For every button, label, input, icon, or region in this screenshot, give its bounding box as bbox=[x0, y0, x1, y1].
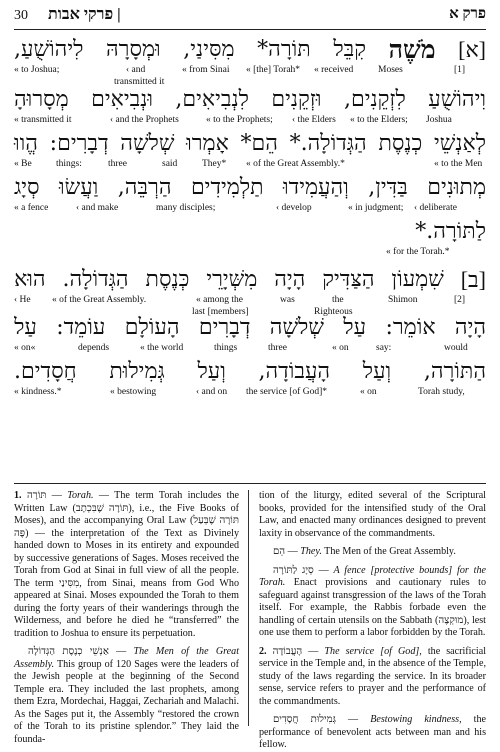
gloss-word: was bbox=[280, 295, 295, 305]
text-line bbox=[14, 314, 486, 358]
gloss-word: « on bbox=[360, 387, 377, 397]
hebrew-word: לַתּוֹרָה.* bbox=[415, 219, 486, 244]
hebrew-word: דְבָרִים: bbox=[49, 131, 109, 156]
book-title: | פרקי אבות bbox=[48, 6, 121, 23]
note-paragraph: הֵם — They. The Men of the Great Assembly. bbox=[273, 546, 456, 557]
note-term: They. bbox=[300, 546, 322, 557]
note-hebrew: הָעֲבוֹדָה bbox=[272, 645, 303, 657]
gloss-word: [1] bbox=[454, 65, 466, 75]
note-text: the performance of benevolent acts between man and his fellow. bbox=[259, 714, 486, 750]
gloss-word: ‹ develop bbox=[276, 203, 312, 213]
text-line bbox=[14, 358, 486, 402]
hebrew-word: הָעֲבוֹדָה, bbox=[258, 359, 331, 384]
note-text: The Men of the Great Assembly. bbox=[321, 546, 456, 557]
gloss-word: « Be bbox=[14, 159, 32, 169]
gloss-word: They* bbox=[202, 159, 227, 169]
page-number: 30 bbox=[14, 8, 28, 23]
gloss-word: Shimon bbox=[388, 295, 418, 305]
hebrew-word: הַגְּדוֹלָה. bbox=[62, 267, 129, 292]
gloss-word: « to the Elders; bbox=[350, 115, 408, 125]
hebrew-word: שְׁלשָׁה bbox=[269, 315, 324, 340]
hebrew-word: וְעַל bbox=[197, 359, 226, 384]
hebrew-word: הָיָה bbox=[454, 315, 486, 340]
gloss-word: « to the Prophets; bbox=[206, 115, 273, 125]
note-hebrew: גְּמִילוּת חֲסָדִים bbox=[273, 714, 336, 725]
hebrew-word: וּנְבִיאִים bbox=[91, 87, 153, 112]
note-paragraph: 1. תּוֹרָה — Torah. — The term Torah includes the Written Law (תּוֹרָה שֶׁבִּכְתָב), i.e., the Five Books of Moses), and the accompanying Oral Law (תּוֹרָה שֶׁבְּעַל פֶּה) — the interpretation of the Text as Divinely handed down to Moses in its entirety and expounded by successive generations of Sages. Moses received the Torah from God at Sinai in full view of all the people. The term מִסִּינַי, from Sinai, means from God Who appeared at Sinai. Moses expounded the Torah to them during the forty years of their wanderings through the Wilderness, and before he died he “transferred” the tradition to Joshua to ensure its perpetuation. bbox=[14, 490, 239, 639]
gloss-word: « the world bbox=[140, 343, 184, 353]
hebrew-word: לִיהוֹשֻׁעַ, bbox=[14, 37, 84, 62]
hebrew-line bbox=[14, 36, 486, 64]
gloss-word: ‹ and make bbox=[76, 203, 119, 213]
chapter-label: פרק א bbox=[449, 6, 486, 22]
hebrew-word: לְאַנְשֵׁי bbox=[434, 131, 486, 156]
hebrew-word: הֱווּ bbox=[14, 131, 38, 156]
note-term: A fence [protective bounds] for the Torah. bbox=[259, 564, 486, 588]
gloss-word: transmitted it bbox=[114, 77, 165, 87]
gloss-word: ‹ He bbox=[14, 295, 31, 305]
note-number: 2. bbox=[259, 645, 267, 657]
hebrew-line bbox=[14, 130, 486, 158]
hebrew-word: מֹשֶׁה bbox=[388, 35, 436, 64]
gloss-word: « among the bbox=[196, 295, 243, 305]
hebrew-word: הֵם* bbox=[240, 131, 278, 156]
hebrew-word: הַתּוֹרָה, bbox=[423, 359, 486, 384]
gloss-word: Torah study, bbox=[418, 387, 465, 397]
hebrew-word: אָמְרוּ bbox=[186, 131, 229, 156]
gloss-word: « of the Great Assembly. bbox=[52, 295, 147, 305]
hebrew-word: עַל bbox=[343, 315, 367, 340]
note-paragraph bbox=[259, 490, 486, 540]
hebrew-word: וְהַעֲמִידוּ bbox=[283, 175, 349, 200]
hebrew-word: הָעוֹלָם bbox=[124, 315, 180, 340]
hebrew-word: מְסָרוּהָ bbox=[14, 87, 69, 112]
gloss-word: ‹ and the Prophets bbox=[110, 115, 179, 125]
hebrew-word: וְעַל bbox=[362, 359, 392, 384]
text-line bbox=[14, 130, 486, 174]
gloss-word: three bbox=[108, 159, 127, 169]
hebrew-word: לִנְבִיאִים, bbox=[175, 87, 249, 112]
gloss-word: Moses bbox=[378, 65, 403, 75]
gloss-line bbox=[14, 114, 486, 127]
notes-column-right bbox=[259, 490, 486, 752]
gloss-word: « on bbox=[332, 343, 349, 353]
gloss-word: ‹ the Elders bbox=[292, 115, 336, 125]
gloss-word: the service [of God]* bbox=[246, 387, 327, 397]
gloss-line bbox=[14, 246, 486, 259]
note-hebrew: אַנְשֵׁי כְנֶסֶת הַגְּדוֹלָה bbox=[28, 646, 109, 657]
gloss-word: would bbox=[444, 343, 468, 353]
hebrew-word: תּוֹרָה* bbox=[257, 37, 311, 62]
hebrew-word: כְּנֶסֶת bbox=[145, 267, 190, 292]
hebrew-word: מְתוּנִים bbox=[427, 175, 486, 200]
gloss-word: last [members] bbox=[192, 307, 249, 317]
note-term: The service [of God], bbox=[324, 645, 422, 657]
hebrew-word: תַלְמִידִים bbox=[190, 175, 264, 200]
gloss-word: [2] bbox=[454, 295, 466, 305]
gloss-word: say: bbox=[376, 343, 392, 353]
header-rule bbox=[14, 29, 486, 30]
hebrew-word: כְנֶסֶת bbox=[378, 131, 423, 156]
gloss-word: things bbox=[214, 343, 238, 353]
gloss-word: « a fence bbox=[14, 203, 49, 213]
hebrew-line bbox=[14, 358, 486, 386]
mishnah-marker: [ב] bbox=[460, 267, 486, 292]
hebrew-word: סְיָג bbox=[14, 175, 40, 200]
hebrew-word: שִׁמְעוֹן bbox=[391, 267, 444, 292]
hebrew-word: חֲסָדִים. bbox=[14, 359, 77, 384]
text-line bbox=[14, 266, 486, 317]
gloss-word: ‹ deliberate bbox=[414, 203, 457, 213]
note-number: 1. bbox=[14, 490, 22, 501]
hebrew-line bbox=[14, 218, 486, 246]
notes-column-left bbox=[14, 490, 239, 746]
text-line bbox=[14, 35, 486, 87]
hebrew-line bbox=[14, 266, 486, 294]
gloss-line bbox=[14, 202, 486, 215]
hebrew-word: עוֹמֵד: bbox=[56, 315, 106, 340]
gloss-word: « in judgment; bbox=[348, 203, 404, 213]
text-line bbox=[14, 218, 486, 262]
gloss-word: « on« bbox=[14, 343, 36, 353]
note-text: the sacrificial service in the Temple and, in the absence of the Temple, study of the laws regarding the service. In its broader sense, service refers to prayer and the performance of the commandments. bbox=[259, 645, 487, 707]
hebrew-word: וּזְקֵנִים bbox=[271, 87, 322, 112]
note-paragraph: גְּמִילוּת חֲסָדִים — Bestowing kindness, the performance of benevolent acts between man and his fellow. bbox=[259, 714, 486, 750]
gloss-word: « transmitted it bbox=[14, 115, 72, 125]
hebrew-word: וַעֲשׂוּ bbox=[59, 175, 99, 200]
notes-separator bbox=[14, 483, 486, 484]
note-hebrew: סְיָג לַתּוֹרָה bbox=[273, 564, 314, 576]
gloss-line bbox=[14, 64, 486, 87]
note-term: Bestowing kindness, bbox=[370, 714, 462, 725]
hebrew-word: קִבֵּל bbox=[333, 37, 366, 62]
hebrew-word: מִשְּׁיָרֵי bbox=[206, 267, 258, 292]
hebrew-word: גְּמִילוּת bbox=[109, 359, 165, 384]
note-text: tion of the liturgy, edited several of the Scriptural books, provided for the intensified study of the Oral Law, and enacted many ordinances designed to prevent laxity in observance of the commandments. bbox=[259, 490, 486, 539]
gloss-line bbox=[14, 342, 486, 355]
hebrew-word: הָיָה bbox=[274, 267, 306, 292]
hebrew-word: מִסִּינַי, bbox=[183, 37, 235, 62]
note-paragraph: אַנְשֵׁי כְנֶסֶת הַגְּדוֹלָה — The Men of the Great Assembly. This group of 120 Sages were the leaders of the Jewish people at the beginning of the Second Temple era. They included the last prophets, among them Ezra, Mordechai, Haggai, Zechariah and Malachi. As the Sages put it, the Assembly “restored the crown of the Torah to its pristine splendor.” They laid the founda- bbox=[14, 646, 240, 745]
gloss-word: things: bbox=[56, 159, 82, 169]
hebrew-word: בַּדִּין, bbox=[368, 175, 408, 200]
gloss-word: « to Joshua; bbox=[14, 65, 60, 75]
gloss-word: Righteous bbox=[314, 307, 353, 317]
hebrew-word: וּמְסָרָהּ bbox=[106, 37, 161, 62]
hebrew-word: דְבָרִים bbox=[198, 315, 251, 340]
hebrew-line bbox=[14, 86, 486, 114]
gloss-word: « from Sinai bbox=[182, 65, 230, 75]
note-paragraph: 2. הָעֲבוֹדָה — The service [of God], the sacrificial service in the Temple and, in the absence of the Temple, study of the laws regarding the service. In its broader sense, service refers to prayer and the performance of the commandments. bbox=[259, 645, 487, 707]
gloss-word: « [the] Torah* bbox=[246, 65, 301, 75]
gloss-line bbox=[14, 294, 486, 317]
page-header bbox=[14, 6, 486, 28]
gloss-word: « of the Great Assembly.* bbox=[246, 159, 345, 169]
note-text: Enact provisions and cautionary rules to safeguard against transgression of the laws of the Torah itself. For example, the Rabbis forbade even the handling of certain utensils on the Sabbath (מוּקְצֶה), lest one use them to perform a labor forbidden by the Torah. bbox=[259, 577, 486, 638]
gloss-word: three bbox=[268, 343, 287, 353]
gloss-line bbox=[14, 158, 486, 171]
hebrew-word: הוּא bbox=[14, 267, 46, 292]
text-line bbox=[14, 86, 486, 130]
gloss-word: said bbox=[162, 159, 178, 169]
hebrew-word: וִיהוֹשֻׁעַ bbox=[428, 87, 486, 112]
hebrew-word: הַגְּדוֹלָה.* bbox=[289, 131, 367, 156]
note-paragraph: סְיָג לַתּוֹרָה — A fence [protective bounds] for the Torah. Enact provisions and cautionary rules to safeguard against transgression of the laws of the Torah itself. For example, the Rabbis forbade even the handling of certain utensils on the Sabbath (מוּקְצֶה), lest one use them to perform a labor forbidden by the Torah. bbox=[259, 564, 486, 638]
hebrew-line bbox=[14, 314, 486, 342]
hebrew-word: שְׁלשָׁה bbox=[120, 131, 175, 156]
gloss-word: « for the Torah.* bbox=[386, 247, 450, 257]
gloss-word: « bestowing bbox=[110, 387, 157, 397]
gloss-word: ‹ and on bbox=[196, 387, 228, 397]
hebrew-line bbox=[14, 174, 486, 202]
note-hebrew: הֵם bbox=[273, 546, 286, 557]
gloss-word: the bbox=[332, 295, 344, 305]
note-hebrew: תּוֹרָה bbox=[26, 490, 47, 501]
hebrew-word: אוֹמֵר: bbox=[385, 315, 436, 340]
gloss-line bbox=[14, 386, 486, 399]
mishnah-marker: [א] bbox=[458, 37, 486, 62]
gloss-word: many disciples; bbox=[156, 203, 216, 213]
note-term: The Men of the Great Assembly. bbox=[14, 646, 240, 670]
gloss-word: Joshua bbox=[426, 115, 452, 125]
gloss-word: depends bbox=[78, 343, 110, 353]
text-line bbox=[14, 174, 486, 218]
mishnah-text bbox=[14, 36, 486, 402]
gloss-word: « kindness.* bbox=[14, 387, 62, 397]
hebrew-word: עַל bbox=[14, 315, 37, 340]
hebrew-word: לִזְקֵנִים, bbox=[344, 87, 406, 112]
note-term: Torah. bbox=[67, 490, 94, 501]
hebrew-word: הַצַּדִּיק bbox=[322, 267, 375, 292]
column-divider bbox=[248, 490, 249, 726]
note-text: — The term Torah includes the Written Law (תּוֹרָה שֶׁבִּכְתָב), i.e., the Five Books of Moses), and the accompanying Oral Law (תּוֹרָה שֶׁבְּעַל פֶּה) — the interpretation of the Text as Divinely handed down to Moses in its entirety and expounded by successive generations of Sages. Moses received the Torah from God at Sinai in full view of all the people. The term מִסִּינַי, from Sinai, means from God Who appeared at Sinai. Moses expounded the Torah to them during the forty years of their wanderings through the Wilderness, and before he died he “transferred” the tradition to Joshua to ensure its perpetuation. bbox=[14, 490, 239, 639]
note-text: This group of 120 Sages were the leaders of the Jewish people at the beginning of the Second Temple era. They included the last prophets, among them Ezra, Mordechai, Haggai, Zechariah and Malachi. As the Sages put it, the Assembly “restored the crown of the Torah to its pristine splendor.” They laid the founda- bbox=[14, 658, 239, 745]
gloss-word: ‹ and bbox=[126, 65, 146, 75]
hebrew-word: הַרְבֵּה, bbox=[117, 175, 172, 200]
gloss-word: « to the Men bbox=[434, 159, 483, 169]
gloss-word: « received bbox=[314, 65, 354, 75]
